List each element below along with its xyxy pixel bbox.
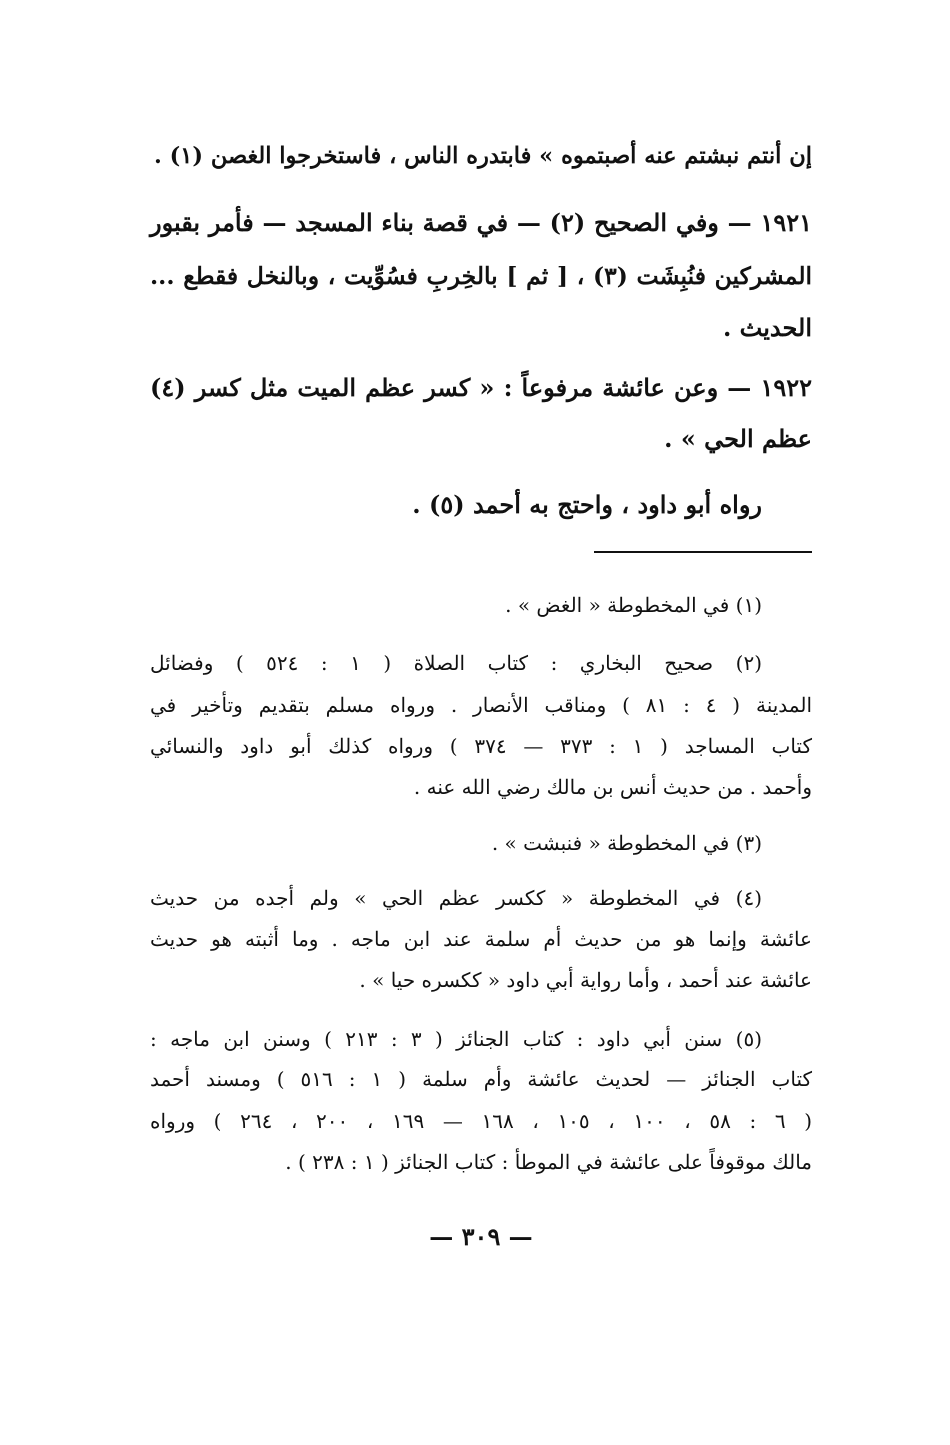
narration-line: رواه أبو داود ، واحتج به أحمد (٥) . <box>412 490 762 519</box>
footnote-5-line-4: مالك موقوفاً على عائشة في الموطأ : كتاب الجنائز ( ١ : ٢٣٨ ) . <box>285 1150 812 1174</box>
footnote-4-line-1: (٤) في المخطوطة « ككسر عظم الحي » ولم أجده من حديث <box>150 886 762 910</box>
footnote-3: (٣) في المخطوطة « فنبشت » . <box>491 831 762 855</box>
footnote-2-line-3: كتاب المساجد ( ١ : ٣٧٣ — ٣٧٤ ) ورواه كذلك أبو داود والنسائي <box>150 734 812 758</box>
footnote-2-line-4: وأحمد . من حديث أنس بن مالك رضي الله عنه . <box>413 775 812 799</box>
main-text-line: إن أنتم نبشتم عنه أصبتموه » فابتدره الناس ، فاستخرجوا الغصن (١) . <box>153 143 812 169</box>
footnote-separator <box>594 551 812 553</box>
footnote-4-line-2: عائشة وإنما هو من حديث أم سلمة عند ابن ماجه . وما أثبته هو حديث <box>150 927 812 951</box>
hadith-1922-line-1: ١٩٢٢ — وعن عائشة مرفوعاً : « كسر عظم الميت مثل كسر (٤) <box>150 373 812 402</box>
hadith-1921-line-3: الحديث . <box>722 313 812 342</box>
footnote-2-line-2: المدينة ( ٤ : ٨١ ) ومناقب الأنصار . ورواه مسلم بتقديم وتأخير في <box>150 693 813 717</box>
footnote-1: (١) في المخطوطة « الغض » . <box>505 593 762 617</box>
hadith-1922-line-2: عظم الحي » . <box>664 424 812 453</box>
hadith-1921-line-2: المشركين فنُبِشَت (٣) ، [ ثم ] بالخِربِ فسُوِّيت ، وبالنخل فقطع ... <box>150 262 813 290</box>
footnote-4-line-3: عائشة عند أحمد ، وأما رواية أبي داود « ككسره حيا » . <box>359 968 812 992</box>
footnote-5-line-3: ( ٦ : ٥٨ ، ١٠٠ ، ١٠٥ ، ١٦٨ — ١٦٩ ، ٢٠٠ ، ٢٦٤ ) ورواه <box>150 1109 813 1133</box>
hadith-1921-line-1: ١٩٢١ — وفي الصحيح (٢) — في قصة بناء المسجد — فأمر بقبور <box>150 208 812 237</box>
footnote-2-line-1: (٢) صحيح البخاري : كتاب الصلاة ( ١ : ٥٢٤ ) وفضائل <box>150 651 762 675</box>
page-number: — ٣٠٩ — <box>429 1222 533 1251</box>
footnote-5-line-1: (٥) سنن أبي داود : كتاب الجنائز ( ٣ : ٢١٣ ) وسنن ابن ماجه : <box>150 1027 763 1051</box>
footnote-5-line-2: كتاب الجنائز — لحديث عائشة وأم سلمة ( ١ : ٥١٦ ) ومسند أحمد <box>150 1067 813 1091</box>
